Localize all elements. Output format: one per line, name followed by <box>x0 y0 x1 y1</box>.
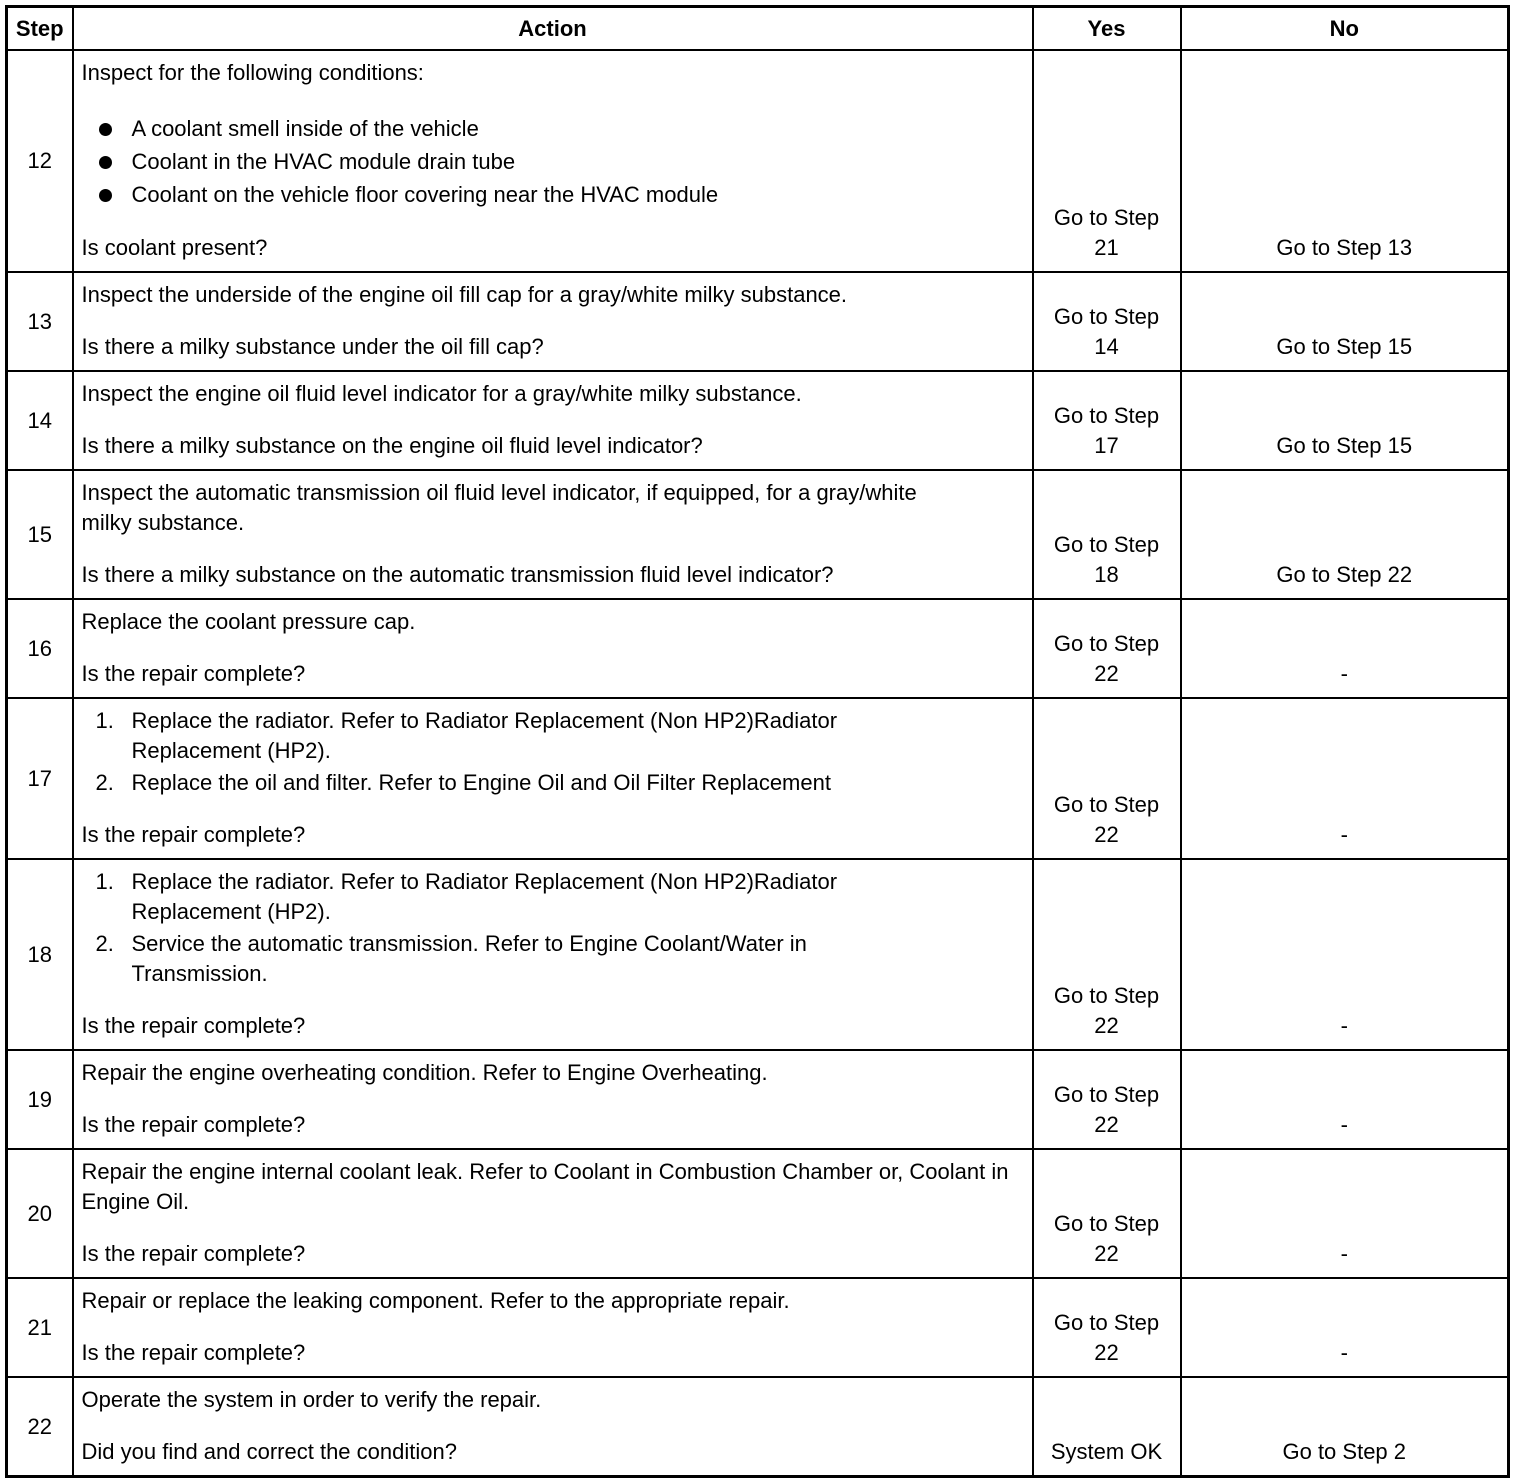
step-number: 17 <box>7 698 73 859</box>
yes-cell: Go to Step 17 <box>1033 371 1181 470</box>
step-number: 22 <box>7 1377 73 1477</box>
header-no: No <box>1181 7 1509 51</box>
action-question: Did you find and correct the condition? <box>81 1439 457 1464</box>
action-question: Is the repair complete? <box>81 661 306 686</box>
table-row <box>7 599 1509 698</box>
no-cell: - <box>1181 859 1509 1050</box>
table-row <box>7 1050 1509 1149</box>
yes-cell: Go to Step 22 <box>1033 1149 1181 1278</box>
bullet-icon <box>99 123 112 136</box>
yes-cell: Go to Step 21 <box>1033 50 1181 272</box>
no-cell: - <box>1181 1149 1509 1278</box>
no-cell: Go to Step 15 <box>1181 272 1509 371</box>
bullet-icon <box>99 156 112 169</box>
yes-cell: Go to Step 22 <box>1033 1050 1181 1149</box>
yes-cell: System OK <box>1033 1377 1181 1477</box>
step-number: 12 <box>7 50 73 272</box>
yes-cell: Go to Step 22 <box>1033 1278 1181 1377</box>
no-cell: - <box>1181 599 1509 698</box>
table-row <box>7 698 1509 859</box>
action-cell <box>73 1149 1033 1278</box>
action-question: Is the repair complete? <box>81 1013 306 1038</box>
diagnostic-table-container <box>5 5 1507 1478</box>
action-intro: Repair or replace the leaking component. Refer to the appropriate repair. <box>81 1288 790 1313</box>
action-question: Is there a milky substance on the engine oil fluid level indicator? <box>81 433 703 458</box>
yes-cell: Go to Step 22 <box>1033 859 1181 1050</box>
no-cell: - <box>1181 1278 1509 1377</box>
action-cell <box>73 1278 1033 1377</box>
action-cell <box>73 599 1033 698</box>
condition-list <box>82 112 1022 211</box>
action-cell <box>73 371 1033 470</box>
table-row <box>7 470 1509 599</box>
header-action: Action <box>73 7 1033 51</box>
table-row <box>7 1278 1509 1377</box>
step-number: 16 <box>7 599 73 698</box>
action-question: Is there a milky substance under the oil fill cap? <box>81 334 544 359</box>
no-cell: Go to Step 15 <box>1181 371 1509 470</box>
procedure-list <box>82 706 1022 798</box>
action-question: Is the repair complete? <box>81 822 306 847</box>
action-cell <box>73 470 1033 599</box>
action-intro: Repair the engine overheating condition. Refer to Engine Overheating. <box>81 1060 768 1085</box>
list-item: 2. Service the automatic transmission. Refer to Engine Coolant/Water in Transmission. <box>95 931 807 986</box>
diagnostic-table <box>5 5 1510 1478</box>
no-cell: Go to Step 13 <box>1181 50 1509 272</box>
action-question: Is there a milky substance on the automatic transmission fluid level indicator? <box>81 562 834 587</box>
list-item: Coolant in the HVAC module drain tube <box>82 145 1022 178</box>
action-cell <box>73 1050 1033 1149</box>
no-cell: - <box>1181 698 1509 859</box>
no-cell: Go to Step 22 <box>1181 470 1509 599</box>
action-intro: Repair the engine internal coolant leak. Refer to Coolant in Combustion Chamber or, Coolant in Engine Oil. <box>81 1159 1009 1214</box>
step-number: 14 <box>7 371 73 470</box>
action-cell <box>73 859 1033 1050</box>
yes-cell: Go to Step 14 <box>1033 272 1181 371</box>
action-intro: Inspect the engine oil fluid level indicator for a gray/white milky substance. <box>81 381 802 406</box>
no-cell: - <box>1181 1050 1509 1149</box>
list-item: Coolant on the vehicle floor covering near the HVAC module <box>82 178 1022 211</box>
table-row <box>7 371 1509 470</box>
action-cell <box>73 698 1033 859</box>
action-question: Is the repair complete? <box>81 1340 306 1365</box>
table-row <box>7 1149 1509 1278</box>
table-row <box>7 272 1509 371</box>
step-number: 21 <box>7 1278 73 1377</box>
action-cell <box>73 50 1033 272</box>
list-item: 1. Replace the radiator. Refer to Radiator Replacement (Non HP2)Radiator Replacement (HP2). <box>95 708 838 763</box>
table-row <box>7 50 1509 272</box>
step-number: 20 <box>7 1149 73 1278</box>
action-intro: Replace the coolant pressure cap. <box>81 609 416 634</box>
header-row <box>7 7 1509 51</box>
header-step: Step <box>7 7 73 51</box>
action-intro: Inspect for the following conditions: <box>81 60 424 85</box>
header-yes: Yes <box>1033 7 1181 51</box>
action-intro: Inspect the automatic transmission oil fluid level indicator, if equipped, for a gray/white milky substance. <box>81 480 917 535</box>
yes-cell: Go to Step 18 <box>1033 470 1181 599</box>
step-number: 19 <box>7 1050 73 1149</box>
list-item: 1. Replace the radiator. Refer to Radiator Replacement (Non HP2)Radiator Replacement (HP2). <box>95 869 838 924</box>
list-item: A coolant smell inside of the vehicle <box>82 112 1022 145</box>
action-intro: Operate the system in order to verify the repair. <box>81 1387 542 1412</box>
action-question: Is the repair complete? <box>81 1112 306 1137</box>
action-question: Is coolant present? <box>81 235 268 260</box>
no-cell: Go to Step 2 <box>1181 1377 1509 1477</box>
procedure-list <box>82 867 1022 989</box>
table-row <box>7 859 1509 1050</box>
action-question: Is the repair complete? <box>81 1241 306 1266</box>
step-number: 13 <box>7 272 73 371</box>
action-cell <box>73 272 1033 371</box>
step-number: 18 <box>7 859 73 1050</box>
yes-cell: Go to Step 22 <box>1033 599 1181 698</box>
step-number: 15 <box>7 470 73 599</box>
action-intro: Inspect the underside of the engine oil fill cap for a gray/white milky substance. <box>81 282 848 307</box>
yes-cell: Go to Step 22 <box>1033 698 1181 859</box>
bullet-icon <box>99 189 112 202</box>
list-item: 2. Replace the oil and filter. Refer to Engine Oil and Oil Filter Replacement <box>95 770 831 795</box>
